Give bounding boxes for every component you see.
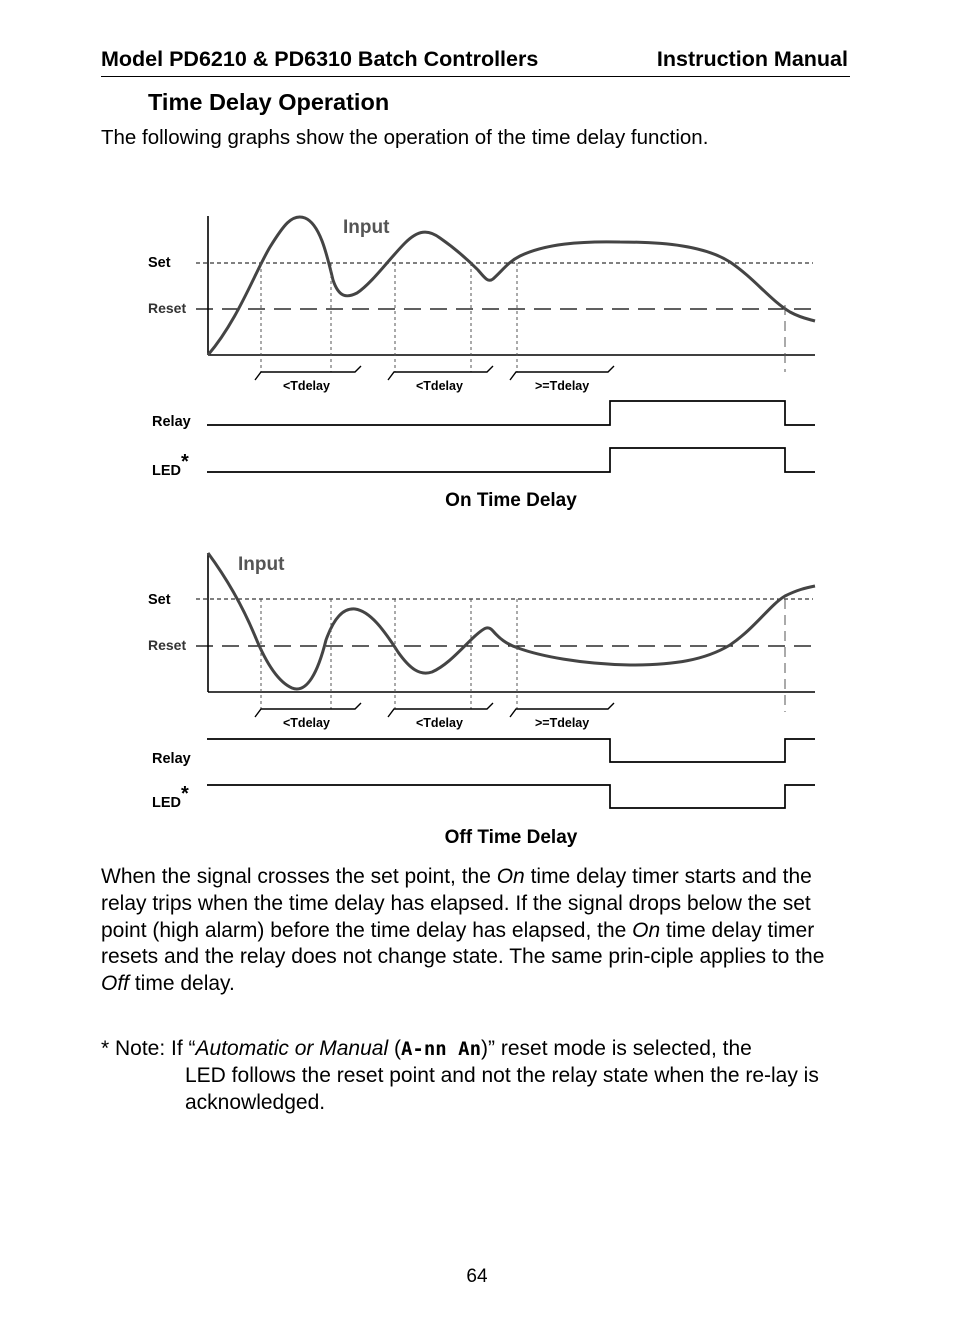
diagram-caption: On Time Delay bbox=[445, 490, 577, 511]
led-trace bbox=[207, 448, 815, 472]
led-label: LED* bbox=[152, 783, 189, 811]
reset-label: Reset bbox=[148, 300, 187, 316]
set-label: Set bbox=[148, 255, 171, 271]
tdelay-label: <Tdelay bbox=[283, 716, 330, 730]
relay-label: Relay bbox=[152, 751, 191, 767]
input-signal-curve bbox=[208, 217, 815, 355]
tdelay-label: <Tdelay bbox=[283, 379, 330, 393]
diagram-caption: Off Time Delay bbox=[444, 827, 578, 848]
page-number: 64 bbox=[466, 1266, 488, 1287]
reset-label: Reset bbox=[148, 637, 187, 653]
tdelay-bracket bbox=[388, 703, 493, 717]
set-label: Set bbox=[148, 592, 171, 608]
off-time-delay-diagram bbox=[148, 553, 815, 848]
page-header bbox=[101, 46, 850, 77]
tdelay-label: >=Tdelay bbox=[535, 379, 590, 393]
on-time-delay-diagram bbox=[148, 216, 815, 511]
tdelay-label: <Tdelay bbox=[416, 379, 463, 393]
tdelay-label: <Tdelay bbox=[416, 716, 463, 730]
header-manual: Instruction Manual bbox=[656, 47, 848, 71]
tdelay-bracket bbox=[510, 366, 614, 380]
tdelay-bracket bbox=[388, 366, 493, 380]
tdelay-bracket bbox=[255, 366, 361, 380]
section-title: Time Delay Operation bbox=[148, 89, 390, 115]
relay-trace bbox=[207, 401, 815, 425]
input-label: Input bbox=[343, 217, 390, 238]
time-delay-diagrams bbox=[0, 190, 954, 860]
relay-label: Relay bbox=[152, 414, 191, 430]
lcd-display-text: A-nn An bbox=[400, 1038, 482, 1060]
led-trace bbox=[207, 785, 815, 808]
explanation-paragraph: When the signal crosses the set point, the On time delay timer starts and the relay trips when the time delay has elapsed. If the signal drops below the set point (high alarm) before the time delay has elapsed, the On time delay timer resets and the relay does not change state. The same prin-ciple applies to the Off time delay. bbox=[101, 865, 825, 996]
intro-text: The following graphs show the operation of the time delay function. bbox=[101, 126, 709, 149]
tdelay-bracket bbox=[255, 703, 361, 717]
led-label: LED* bbox=[152, 451, 189, 479]
header-title: Model PD6210 & PD6310 Batch Controllers bbox=[101, 47, 539, 71]
input-signal-curve bbox=[208, 553, 815, 689]
tdelay-bracket bbox=[510, 703, 614, 717]
relay-trace bbox=[207, 739, 815, 762]
note-paragraph: * Note: If “Automatic or Manual (A-nn An)” reset mode is selected, the LED follows the reset point and not the relay state when the re-lay is acknowledged. bbox=[101, 1037, 819, 1114]
input-label: Input bbox=[238, 554, 285, 575]
tdelay-label: >=Tdelay bbox=[535, 716, 590, 730]
